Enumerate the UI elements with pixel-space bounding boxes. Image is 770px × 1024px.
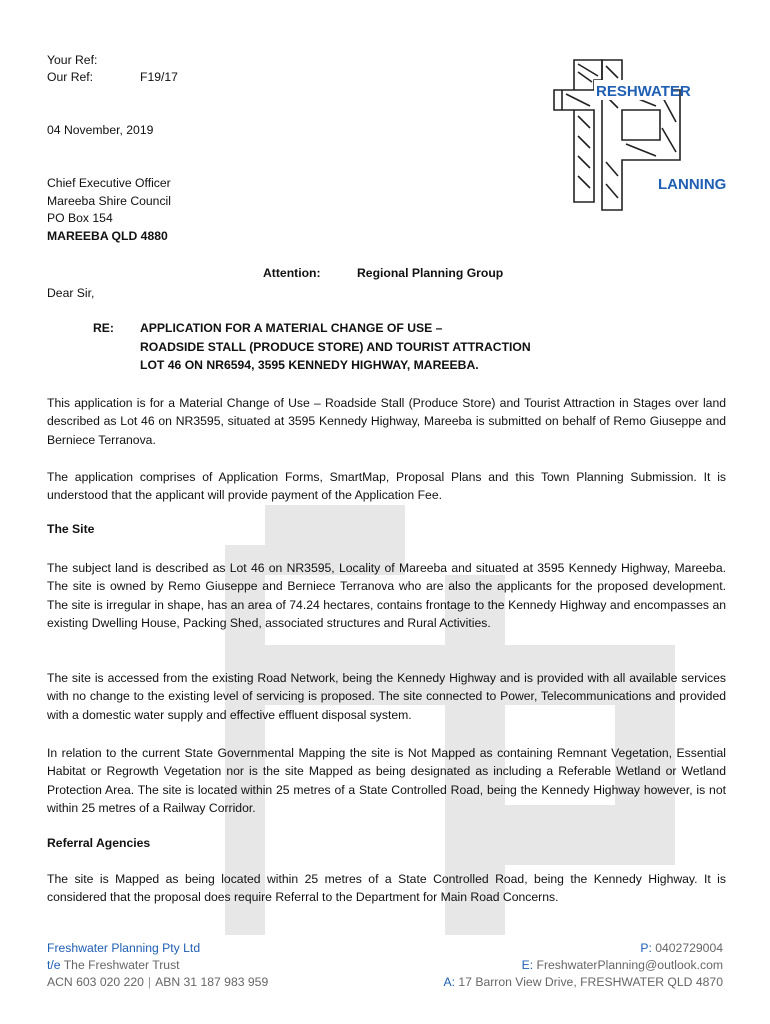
footer-company-name: Freshwater Planning Pty Ltd bbox=[47, 941, 201, 955]
footer-phone[interactable]: 0402729004 bbox=[651, 941, 723, 955]
heading-referral-agencies: Referral Agencies bbox=[47, 836, 151, 850]
your-ref-label: Your Ref: bbox=[47, 53, 98, 67]
footer-acn: ACN 603 020 220 bbox=[47, 975, 144, 989]
recipient-line-2: Mareeba Shire Council bbox=[47, 194, 171, 208]
footer-email-label: E: bbox=[521, 958, 534, 972]
footer-divider: | bbox=[147, 975, 152, 989]
paragraph-referral: The site is Mapped as being located within 25 metres of a State Controlled Road, being the Kennedy Highway. It is considered that the proposal does require Referral to the Department for Main Road Concerns. bbox=[47, 872, 726, 905]
paragraph-access: The site is accessed from the existing Road Network, being the Kennedy Highway and is provided with all available services with no change to the existing level of servicing is proposed. The site connected to Power, Telecommunications and provided with a domestic water supply and effective effluent disposal system. bbox=[47, 671, 726, 722]
footer-address-line bbox=[443, 974, 723, 991]
re-line-2: ROADSIDE STALL (PRODUCE STORE) AND TOURIST ATTRACTION bbox=[140, 340, 531, 354]
re-line-3: LOT 46 ON NR6594, 3595 KENNEDY HIGHWAY, MAREEBA. bbox=[140, 358, 479, 372]
paragraph-mapping: In relation to the current State Governmental Mapping the site is Not Mapped as containing Remnant Vegetation, Essential Habitat or Regrowth Vegetation nor is the site Mapped as being designated as including a Referable Wetland or Wetland Protection Area. The site is located within 25 metres of a State Controlled Road, being the Kennedy Highway however, is not within 25 metres of a Railway Corridor. bbox=[47, 746, 726, 816]
footer-email-line bbox=[522, 957, 723, 974]
footer-address: 17 Barron View Drive, FRESHWATER QLD 4870 bbox=[455, 975, 723, 989]
footer-address-label: A: bbox=[443, 975, 455, 989]
logo-word-freshwater: RESHWATER bbox=[596, 83, 691, 100]
footer-email[interactable]: FreshwaterPlanning@outlook.com bbox=[533, 958, 723, 972]
our-ref-value: F19/17 bbox=[140, 70, 178, 84]
recipient-line-3: PO Box 154 bbox=[47, 211, 113, 225]
recipient-line-1: Chief Executive Officer bbox=[47, 176, 171, 190]
paragraph-application: The application comprises of Application Forms, SmartMap, Proposal Plans and this Town Planning Submission. It is understood that the applicant will provide payment of the Application Fee. bbox=[47, 470, 726, 503]
salutation: Dear Sir, bbox=[47, 286, 95, 300]
attention-value: Regional Planning Group bbox=[357, 266, 504, 280]
attention-label: Attention: bbox=[263, 266, 321, 280]
footer-phone-line bbox=[640, 940, 723, 957]
paragraph-subject-land: The subject land is described as Lot 46 on NR3595, Locality of Mareeba and situated at 3595 Kennedy Highway, Mareeba. The site is owned by Remo Giuseppe and Berniece Terranova who are also the applicants for the proposed development. The site is irregular in shape, has an area of 74.24 hectares, contains frontage to the Kennedy Highway and encompasses an existing Dwelling House, Packing Shed, associated structures and Rural Activities. bbox=[47, 561, 726, 631]
freshwater-planning-logo bbox=[552, 52, 732, 212]
footer-te-label: t/e bbox=[47, 958, 61, 972]
footer-trust: The Freshwater Trust bbox=[60, 958, 180, 972]
footer-abn: ABN 31 187 983 959 bbox=[155, 975, 269, 989]
paragraph-intro: This application is for a Material Change of Use – Roadside Stall (Produce Store) and Tourist Attraction in Stages over land described as Lot 46 on NR3595, situated at 3595 Kennedy Highway, Mareeba is submitted on behalf of Remo Giuseppe and Berniece Terranova. bbox=[47, 396, 726, 447]
logo-word-planning: LANNING bbox=[658, 176, 727, 193]
re-label: RE: bbox=[93, 321, 114, 335]
letter-date: 04 November, 2019 bbox=[47, 123, 154, 137]
recipient-line-4: MAREEBA QLD 4880 bbox=[47, 229, 168, 243]
heading-the-site: The Site bbox=[47, 522, 95, 536]
footer-trust-line bbox=[47, 957, 180, 974]
footer-registration bbox=[47, 974, 268, 991]
re-line-1: APPLICATION FOR A MATERIAL CHANGE OF USE – bbox=[140, 321, 443, 335]
footer-phone-label: P: bbox=[640, 941, 652, 955]
our-ref-label: Our Ref: bbox=[47, 70, 94, 84]
